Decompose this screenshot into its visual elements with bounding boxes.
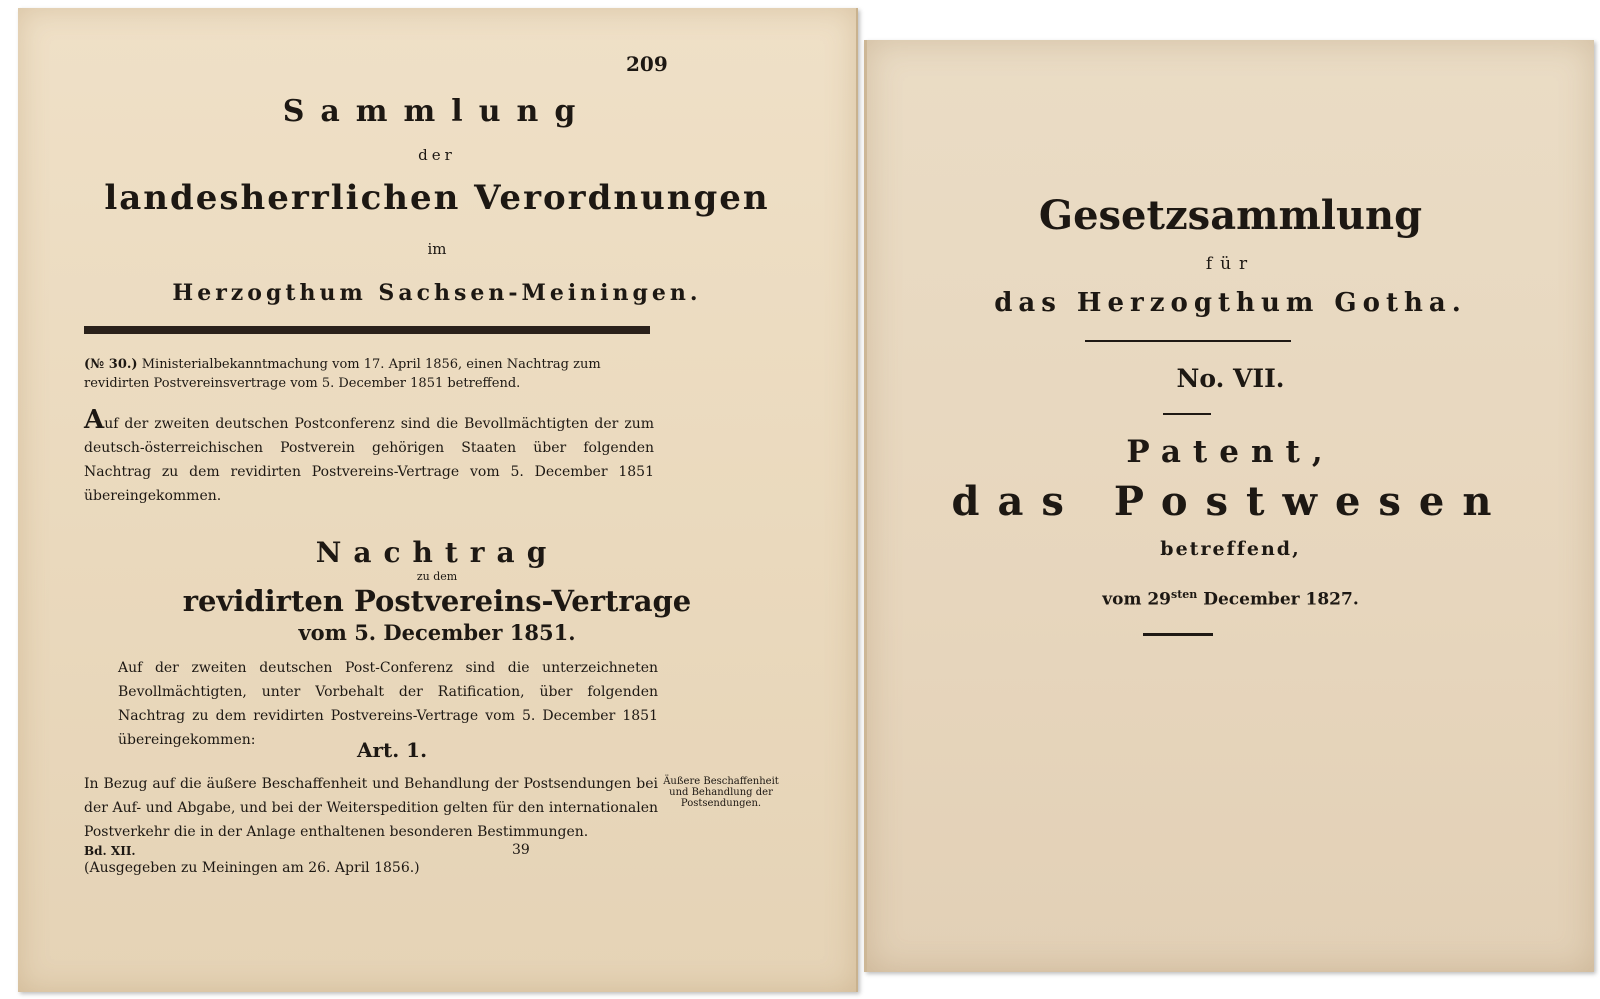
title-connector-fur: für — [1205, 254, 1256, 274]
left-document-page — [18, 8, 858, 992]
date-ordinal: sten — [1171, 588, 1198, 601]
supplement-paragraph: Auf der zweiten deutschen Post-Conferenz sind die unterzeichneten Bevollmächtigten, unter Vorbehalt der Ratification, über folgenden Nachtrag zu dem revidirten Postvereins-Vertrage vom 5. December 1851 übereingekommen: — [118, 660, 658, 748]
right-document-page — [864, 40, 1594, 972]
supplement-date: vom 5. December 1851. — [298, 620, 576, 645]
title-connector-der: der — [418, 146, 456, 164]
supplement-connector: zu dem — [416, 570, 458, 583]
patent-heading: Patent, — [1126, 434, 1335, 470]
postal-heading: das Postwesen — [951, 478, 1510, 525]
supplement-heading: Nachtrag — [315, 536, 559, 569]
margin-note: Äußere Beschaffenheit und Behandlung der Postsendungen. — [663, 776, 779, 809]
page-number: 209 — [626, 52, 668, 76]
article-paragraph: In Bezug auf die äußere Beschaffenheit und Behandlung der Postsendungen bei der Auf- und Abgabe, und bei der Weiterspedition gelten für den internationalen Postverkehr die in der Anlage enthaltenen besonderen Bestimmungen. — [84, 776, 658, 840]
collection-title: Sammlung — [282, 94, 592, 129]
article-heading: Art. 1. — [356, 738, 428, 762]
intro-text: uf der zweiten deutschen Postconferenz sind die Bevollmächtigten der zum deutsch-österreichischen Postverein gehörigen Staaten über folgenden Nachtrag zu dem revidirten Postvereins-Vertrage vom 5. December 1851 übereingekommen. — [84, 416, 654, 504]
date-suffix: December 1827. — [1203, 589, 1359, 610]
title-connector-im: im — [427, 240, 447, 258]
issue-note: (Ausgegeben zu Meiningen am 26. April 1856.) — [84, 860, 420, 876]
notice-block — [84, 355, 654, 393]
sheet-signature: 39 — [512, 842, 530, 858]
collection-subtitle: landesherrlichen Verordnungen — [104, 178, 770, 218]
notice-number: (№ 30.) — [84, 357, 138, 372]
notice-text: Ministerialbekanntmachung vom 17. April 1856, einen Nachtrag zum revidirten Postvereinsvertrage vom 5. December 1851 betreffend. — [84, 357, 601, 391]
issue-number: No. VII. — [1176, 364, 1285, 393]
title-divider-short — [1163, 413, 1211, 415]
supplement-subject: revidirten Postvereins-Vertrage — [182, 584, 692, 618]
title-divider-long — [1085, 340, 1291, 342]
law-collection-title: Gesetzsammlung — [1038, 192, 1423, 239]
patent-date — [867, 588, 1594, 610]
duchy-name-gotha: das Herzogthum Gotha. — [994, 288, 1467, 318]
concerning-label: betreffend, — [1160, 538, 1301, 560]
volume-label: Bd. XII. — [84, 844, 136, 858]
intro-paragraph — [84, 405, 654, 508]
date-prefix: vom 29 — [1102, 589, 1172, 610]
duchy-name: Herzogthum Sachsen-Meiningen. — [172, 280, 702, 306]
title-divider — [84, 326, 650, 334]
intro-dropcap: A — [84, 405, 105, 435]
closing-divider — [1143, 633, 1213, 636]
